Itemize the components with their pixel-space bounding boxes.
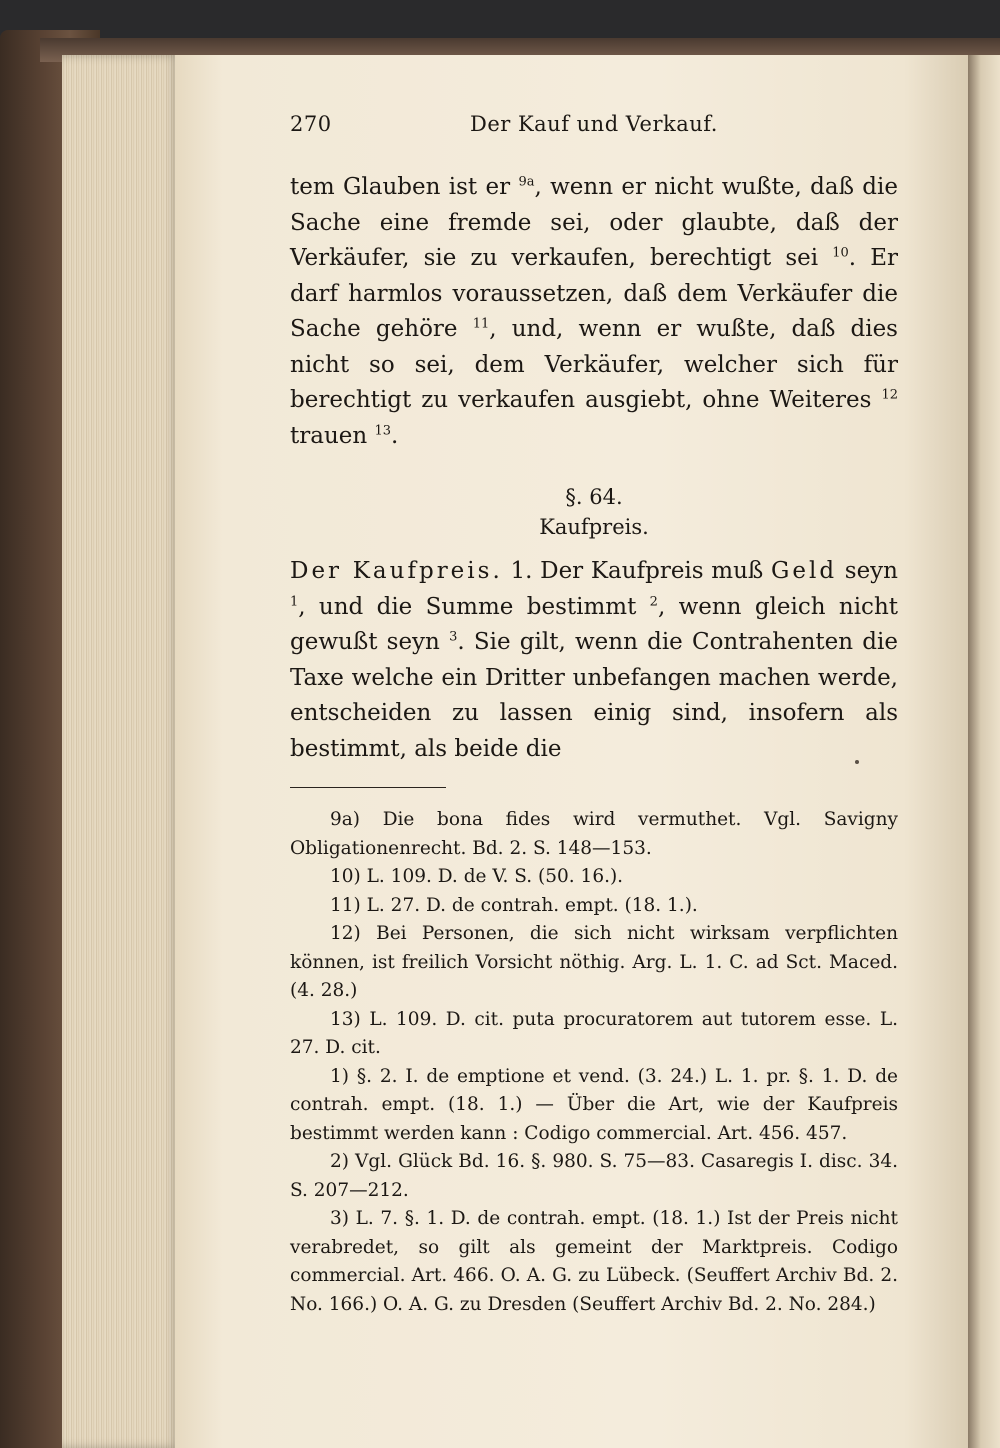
footnote: 2) Vgl. Glück Bd. 16. §. 980. S. 75—83. Casaregis I. disc. 34. S. 207—212. [290,1151,898,1201]
page-stack-edges [62,55,180,1448]
footnote: 1) §. 2. I. de emptione et vend. (3. 24.) L. 1. pr. §. 1. D. de contrah. empt. (18. 1.) — Über die Art, wie der Kaufpreis bestimmt werden kann : Codigo commercial. Art. 456. 457. [290,1065,898,1144]
paragraph-continuation: tem Glauben ist er $^{9a}$, wenn er nicht wußte, daß die Sache eine fremde sei, oder glaubte, daß der Verkäufer, sie zu verkaufen, berechtigt sei $^{10}$. Er darf harmlos voraussetzen, daß dem Verkäufer die Sache gehöre $^{11}$, und, wenn er wußte, daß dies nicht so sei, dem Verkäufer, welcher sich für berechtigt zu verkaufen ausgiebt, ohne Weiteres $^{12}$ trauen $^{13}$. [290,174,898,449]
footnote: 12) Bei Personen, die sich nicht wirksam verpflichten können, ist freilich Vorsicht nöthig. Arg. L. 1. C. ad Sct. Maced. (4. 28.) [290,923,898,1001]
running-title: Der Kauf und Verkauf. [469,112,718,136]
footnote-ref: 10 [832,245,849,261]
emphasis-geld: Geld [770,558,838,584]
footnote: 10) L. 109. D. de V. S. (50. 16.). [330,866,624,887]
running-header [290,112,898,148]
footnote-ref: 11 [472,316,490,332]
footnote: 3) L. 7. §. 1. D. de contrah. empt. (18. 1.) Ist der Preis nicht verabredet, so gilt als gemeint der Marktpreis. Codigo commercial. Art. 466. O. A. G. zu Lübeck. (Seuffert Archiv Bd. 2. No. 166.) O. A. G. zu Dresden (Seuffert Archiv Bd. 2. No. 284.) [290,1208,898,1315]
footnote-ref: 9a [518,174,535,190]
footnote-rule [290,787,446,788]
footnote-ref: 1 [290,593,299,609]
paragraph-kaufpreis: Der Kaufpreis. 1. Der Kaufpreis muß Geld seyn $^1$, und die Summe bestimmt $^2$, wenn gleich nicht gewußt seyn $^3$. Sie gilt, wenn die Contrahenten die Taxe welche ein Dritter unbefangen machen werde, entscheiden zu lassen einig sind, insofern als bestimmt, als beide die [290,558,898,762]
page-content [290,112,898,1319]
footnote-ref: 12 [881,387,898,403]
footnote: 13) L. 109. D. cit. puta procuratorem aut tutorem esse. L. 27. D. cit. [290,1008,898,1058]
footnotes [290,806,898,1319]
body-text [290,170,898,767]
footnote-ref: 2 [649,593,658,609]
lead-in: Der Kaufpreis. [290,558,503,584]
page-number: 270 [290,112,332,136]
footnote: 11) L. 27. D. de contrah. empt. (18. 1.). [330,894,698,916]
footnote: 9a) Die bona fides wird vermuthet. Vgl. Savigny Obligationenrecht. Bd. 2. S. 148—153. [290,809,898,859]
section-number: §. 64. [565,485,623,509]
footnote-ref: 13 [374,422,392,438]
facing-page-edge [968,55,1000,1448]
footnote-ref: 3 [449,629,458,645]
section-title: Kaufpreis. [539,515,649,539]
